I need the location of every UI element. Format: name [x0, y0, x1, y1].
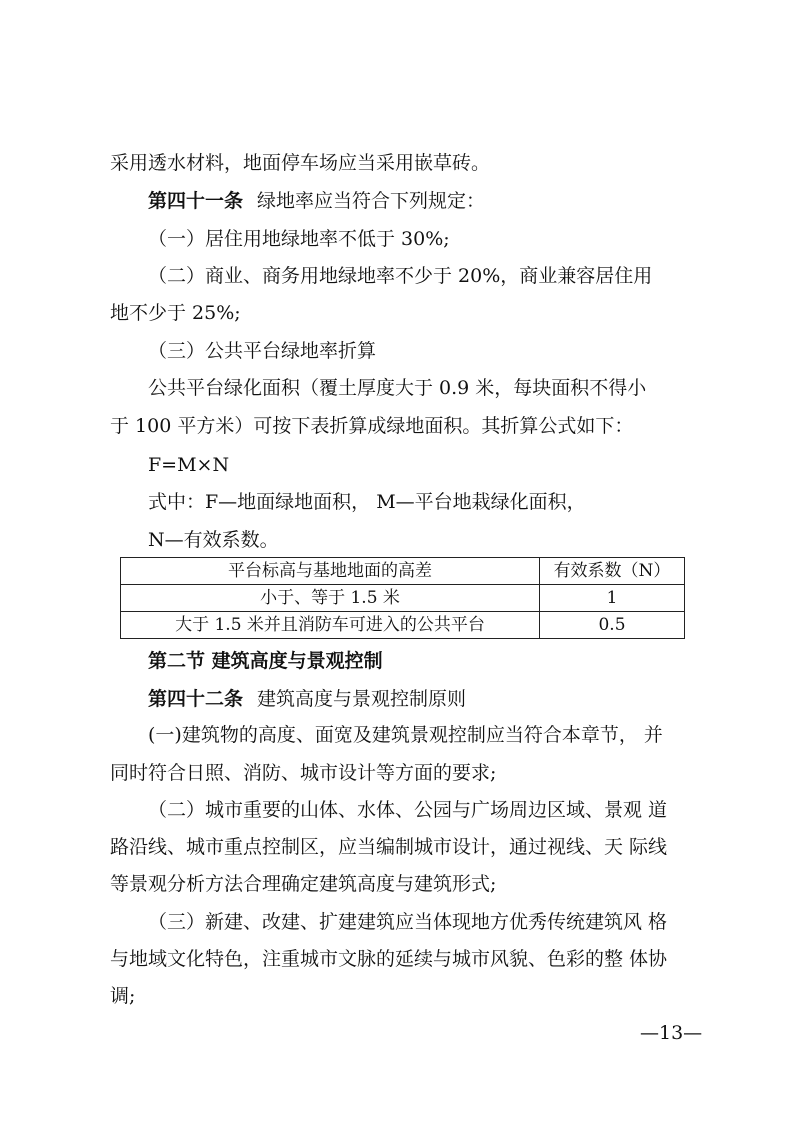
text-line: 公共平台绿化面积（覆土厚度大于 0.9 米，每块面积不得小	[148, 377, 647, 399]
text-line: 路沿线、城市重点控制区，应当编制城市设计，通过视线、天 际线	[110, 836, 668, 858]
text-line: （二）城市重要的山体、水体、公园与广场周边区域、景观 道	[148, 799, 668, 821]
article-41-title: 第四十一条	[148, 190, 244, 212]
table-cell: 小于、等于 1.5 米	[121, 585, 540, 612]
text-line: 地不少于 25%;	[110, 302, 241, 324]
text-line: 采用透水材料，地面停车场应当采用嵌草砖。	[110, 152, 491, 174]
article-42-heading	[148, 686, 466, 712]
article-42-text: 建筑高度与景观控制原则	[257, 688, 467, 710]
text-line: （二）商业、商务用地绿地率不少于 20%，商业兼容居住用	[148, 265, 653, 287]
formula: F=M×N	[148, 454, 230, 476]
text-line: 调;	[110, 985, 136, 1007]
text-line: (一)建筑物的高度、面宽及建筑景观控制应当符合本章节， 并	[148, 724, 663, 746]
table-row	[121, 585, 685, 612]
text-line: （一）居住用地绿地率不低于 30%;	[148, 228, 450, 250]
section-heading: 第二节 建筑高度与景观控制	[148, 650, 383, 672]
text-line: 与地域文化特色，注重城市文脉的延续与城市风貌、色彩的整 体协	[110, 948, 668, 970]
text-line: N—有效系数。	[148, 529, 279, 551]
article-41-text: 绿地率应当符合下列规定：	[257, 190, 486, 212]
text-line: （三）公共平台绿地率折算	[148, 340, 377, 362]
table-header-cell: 平台标高与基地地面的高差	[121, 558, 540, 585]
text-line: （三）新建、改建、扩建建筑应当体现地方优秀传统建筑风 格	[148, 911, 668, 933]
table-header-cell: 有效系数（N）	[540, 558, 685, 585]
page-number: —13—	[640, 1022, 703, 1044]
table-cell: 1	[540, 585, 685, 612]
table-cell: 0.5	[540, 612, 685, 639]
table-row	[121, 612, 685, 639]
article-41-heading	[148, 188, 485, 214]
table-header-row	[121, 558, 685, 585]
coefficient-table	[120, 557, 685, 639]
text-line: 式中：F—地面绿地面积， M—平台地栽绿化面积，	[148, 491, 586, 513]
article-42-title: 第四十二条	[148, 688, 244, 710]
table-cell: 大于 1.5 米并且消防车可进入的公共平台	[121, 612, 540, 639]
text-line: 等景观分析方法合理确定建筑高度与建筑形式;	[110, 873, 497, 895]
text-line: 于 100 平方米）可按下表折算成绿地面积。其折算公式如下：	[110, 415, 634, 437]
text-line: 同时符合日照、消防、城市设计等方面的要求;	[110, 762, 497, 784]
